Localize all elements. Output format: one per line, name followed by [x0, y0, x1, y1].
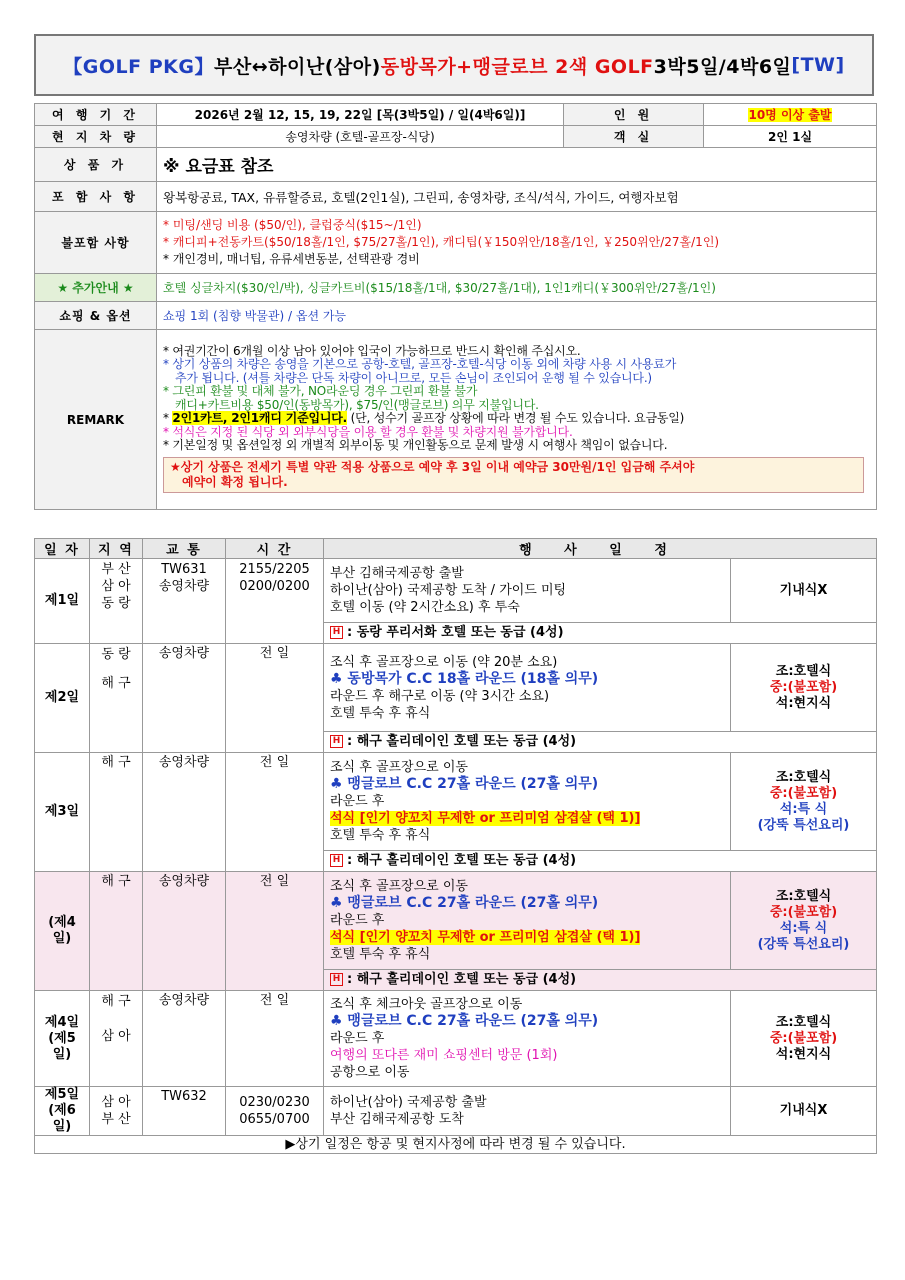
- day4-lunch: 중:(불포함): [769, 1030, 838, 1046]
- day1-label: 제1일: [35, 559, 90, 644]
- day3-meal: [731, 753, 877, 851]
- day2-lunch: 중:(불포함): [769, 679, 838, 695]
- day4opt-line-5: 호텔 투숙 후 휴식: [330, 947, 431, 962]
- day4-line-5: 공항으로 이동: [330, 1065, 410, 1080]
- day4-transport: 송영차량: [143, 991, 226, 1087]
- day5-line-2: 부산 김해국제공항 도착: [330, 1112, 464, 1127]
- people-cell: [704, 104, 877, 126]
- day4-shopping: 여행의 또다른 재미 쇼핑센터 방문 (1회): [330, 1048, 558, 1063]
- shop-value: 쇼핑 1회 (침향 박물관) / 옵션 가능: [157, 302, 877, 330]
- extra-value: 호텔 싱글차지($30/인/박), 싱글카트비($15/18홀/1대, $30/27홀/1대), 1인1캐디(￥300위안/27홀/1인): [157, 274, 877, 302]
- schedule-footer-note: ▶상기 일정은 항공 및 현지사정에 따라 변경 될 수 있습니다.: [35, 1136, 877, 1154]
- day1-time-1: 2155/2205: [239, 562, 310, 577]
- day3-breakfast: 조:호텔식: [775, 769, 832, 785]
- hotel-icon: H: [330, 735, 343, 748]
- header-time: 시 간: [226, 539, 324, 559]
- remark-line-2: * 상기 상품의 차량은 송영을 기본으로 공항-호텔, 골프장-호텔-식당 이동 외에 차량 사용 시 사용료가: [163, 357, 677, 371]
- day4-label-1: 제4일: [44, 1014, 80, 1030]
- day3-hotel-name: : 해구 홀리데이인 호텔 또는 동급 (4성): [347, 853, 577, 868]
- day4-line-3: 라운드 후: [330, 1031, 385, 1046]
- day3-itinerary: [324, 753, 731, 851]
- shop-label: 쇼핑 & 옵션: [35, 302, 157, 330]
- day4opt-hotel: [324, 970, 877, 991]
- remark-cell: [157, 330, 877, 510]
- day5-meal: 기내식X: [731, 1087, 877, 1136]
- remark-line-4-highlight: 2인1카트, 2인1캐디 기준입니다.: [172, 411, 348, 425]
- day3-lunch: 중:(불포함): [769, 785, 838, 801]
- info-table: [34, 103, 877, 510]
- day5-transport: TW632: [143, 1087, 226, 1136]
- day2-transport: 송영차량: [143, 644, 226, 753]
- people-label: 인 원: [564, 104, 704, 126]
- day4-meal: [731, 991, 877, 1087]
- remark-notice: [163, 457, 864, 493]
- day4opt-transport: 송영차량: [143, 872, 226, 991]
- day2-line-1: 조식 후 골프장으로 이동 (약 20분 소요): [330, 654, 558, 670]
- day4opt-itinerary: [324, 872, 731, 970]
- day1-line-3: 호텔 이동 (약 2시간소요) 후 투숙: [330, 600, 520, 615]
- day4opt-line-1: 조식 후 골프장으로 이동: [330, 879, 468, 894]
- day4-breakfast: 조:호텔식: [775, 1014, 832, 1030]
- day2-breakfast: 조:호텔식: [775, 663, 832, 679]
- period-label: 여 행 기 간: [35, 104, 157, 126]
- day2-time: 전 일: [226, 644, 324, 753]
- day3-line-5: 호텔 투숙 후 휴식: [330, 828, 431, 843]
- day2-label: 제2일: [35, 644, 90, 753]
- day5-label: [35, 1087, 90, 1136]
- header-itinerary: 행 사 일 정: [324, 539, 877, 559]
- day3-time: 전 일: [226, 753, 324, 872]
- title-duration: 3박5일/4박6일: [653, 55, 792, 78]
- day1-hotel-name: : 동랑 푸리서화 호텔 또는 동급 (4성): [347, 625, 564, 640]
- day2-golf: ♣ 동방목가 C.C 18홀 라운드 (18홀 의무): [330, 670, 599, 687]
- day2-meal: [731, 644, 877, 732]
- day4opt-hotel-name: : 해구 홀리데이인 호텔 또는 동급 (4성): [347, 972, 577, 987]
- day3-golf: ♣ 맹글로브 C.C 27홀 라운드 (27홀 의무): [330, 776, 599, 792]
- hotel-icon: H: [330, 854, 343, 867]
- hotel-icon: H: [330, 973, 343, 986]
- remark-line-3b: 캐디+카트비용 $50/인(동방목가), $75/인(맹글로브) 의무 지불입니다.: [175, 397, 539, 412]
- day4opt-dinner-note: (강뚝 특선요리): [757, 936, 850, 952]
- day5-region: [90, 1087, 143, 1136]
- day1-time-2: 0200/0200: [239, 579, 310, 594]
- day2-hotel-name: : 해구 홀리데이인 호텔 또는 동급 (4성): [347, 734, 577, 749]
- day4-region-1: 해 구: [101, 994, 131, 1009]
- include-value: 왕복항공료, TAX, 유류할증료, 호텔(2인1실), 그린피, 송영차량, 조식/석식, 가이드, 여행자보험: [157, 182, 877, 212]
- day2-dinner: 석:현지식: [775, 695, 832, 711]
- day3-label: 제3일: [35, 753, 90, 872]
- day4-dinner: 석:현지식: [775, 1046, 832, 1062]
- day4opt-golf: ♣ 맹글로브 C.C 27홀 라운드 (27홀 의무): [330, 895, 599, 911]
- day1-region-3: 동 랑: [101, 596, 131, 611]
- day5-region-2: 부 산: [101, 1112, 131, 1127]
- day3-transport: 송영차량: [143, 753, 226, 872]
- price-label: 상 품 가: [35, 148, 157, 182]
- day1-flight: TW631: [161, 562, 207, 577]
- day4opt-breakfast: 조:호텔식: [775, 888, 832, 904]
- day5-label-1: 제5일: [44, 1087, 80, 1102]
- title-airline: [TW]: [791, 54, 845, 76]
- day1-region-1: 부 산: [101, 562, 131, 577]
- exclude-cell: [157, 212, 877, 274]
- day4opt-region: 해 구: [90, 872, 143, 991]
- vehicle-value: 송영차량 (호텔-골프장-식당): [157, 126, 564, 148]
- day1-line-1: 부산 김해국제공항 출발: [330, 566, 464, 581]
- extra-label: ★ 추가안내 ★: [35, 274, 157, 302]
- day3-line-1: 조식 후 골프장으로 이동: [330, 760, 468, 775]
- header-date: 일 자: [35, 539, 90, 559]
- page-title: [34, 34, 874, 96]
- remark-label: REMARK: [35, 330, 157, 510]
- day5-itinerary: [324, 1087, 731, 1136]
- day4-time: 전 일: [226, 991, 324, 1087]
- vehicle-label: 현 지 차 량: [35, 126, 157, 148]
- day4opt-line-3: 라운드 후: [330, 913, 385, 928]
- room-label: 객 실: [564, 126, 704, 148]
- day5-region-1: 삼 아: [101, 1095, 131, 1110]
- day5-line-1: 하이난(삼아) 국제공항 출발: [330, 1095, 487, 1110]
- day5-time-1: 0230/0230: [239, 1095, 310, 1110]
- day4-region-2: 삼 아: [101, 1029, 131, 1044]
- day1-line-2: 하이난(삼아) 국제공항 도착 / 가이드 미팅: [330, 583, 567, 598]
- day4opt-label: (제4일): [35, 872, 90, 991]
- day4-line-1: 조식 후 체크아웃 골프장으로 이동: [330, 997, 523, 1012]
- day1-region: [90, 559, 143, 644]
- day4opt-dinner-special: 석식 [인기 양꼬치 무제한 or 프리미엄 삼겹살 (택 1)]: [330, 930, 641, 945]
- day4opt-time: 전 일: [226, 872, 324, 991]
- day3-region: 해 구: [90, 753, 143, 872]
- day1-vehicle: 송영차량: [158, 579, 210, 594]
- header-region: 지 역: [90, 539, 143, 559]
- day2-itinerary: [324, 644, 731, 732]
- remark-line-4-rest: (단, 성수기 골프장 상황에 따라 변경 될 수도 있습니다. 요금동일): [347, 411, 685, 425]
- day4-label: [35, 991, 90, 1087]
- day4opt-dinner: 석:특 식: [779, 920, 828, 936]
- day1-hotel: [324, 623, 877, 644]
- exclude-line-1: * 미팅/샌딩 비용 ($50/인), 클럽중식($15~/1인): [163, 218, 422, 232]
- day2-region-1: 동 랑: [101, 647, 131, 662]
- day2-line-4: 호텔 투숙 후 휴식: [330, 705, 431, 721]
- day1-region-2: 삼 아: [101, 579, 131, 594]
- remark-line-1: * 여권기간이 6개월 이상 남아 있어야 입국이 가능하므로 반드시 확인해 주십시오.: [163, 343, 581, 358]
- exclude-line-3: * 개인경비, 매너팁, 유류세변동분, 선택관광 경비: [163, 252, 420, 266]
- day4-itinerary: [324, 991, 731, 1087]
- day2-line-3: 라운드 후 해구로 이동 (약 3시간 소요): [330, 688, 550, 704]
- day4-label-2: (제5일): [48, 1030, 76, 1062]
- day4-region: [90, 991, 143, 1087]
- period-value: 2026년 2월 12, 15, 19, 22일 [목(3박5일) / 일(4박6일)]: [157, 104, 564, 126]
- include-label: 포 함 사 항: [35, 182, 157, 212]
- day3-dinner-special: 석식 [인기 양꼬치 무제한 or 프리미엄 삼겹살 (택 1)]: [330, 811, 641, 826]
- title-route: 부산↔하이난(삼아): [214, 55, 381, 78]
- remark-line-6: * 기본일정 및 옵션일정 외 개별적 외부이동 및 개인활동으로 문제 발생 시 여행사 책임이 없습니다.: [163, 438, 668, 452]
- day1-itinerary: [324, 559, 731, 623]
- day5-time: [226, 1087, 324, 1136]
- day1-transport: [143, 559, 226, 644]
- remark-line-2b: 추가 됩니다. (셔틀 차량은 단독 차량이 아니므로, 모든 손님이 조인되어 운행 될 수 있습니다.): [175, 370, 652, 385]
- title-tag: 【GOLF PKG】: [63, 55, 214, 78]
- day3-dinner: 석:특 식: [779, 801, 828, 817]
- day3-hotel: [324, 851, 877, 872]
- day2-region-2: 해 구: [101, 676, 131, 691]
- day4opt-meal: [731, 872, 877, 970]
- title-golf: 동방목가+맹글로브 2색 GOLF: [380, 55, 654, 78]
- hotel-icon: H: [330, 626, 343, 639]
- day2-hotel: [324, 732, 877, 753]
- header-transport: 교 통: [143, 539, 226, 559]
- day5-label-2: (제6일): [48, 1103, 76, 1134]
- day1-time: [226, 559, 324, 644]
- day1-meal: 기내식X: [731, 559, 877, 623]
- people-value: 10명 이상 출발: [748, 108, 832, 122]
- exclude-label: 불포함 사항: [35, 212, 157, 274]
- day2-region: [90, 644, 143, 753]
- remark-line-4: * 2인1카트, 2인1캐디 기준입니다. (단, 성수기 골프장 상황에 따라 변경 될 수도 있습니다. 요금동일): [163, 411, 685, 425]
- schedule-table: [34, 538, 877, 1154]
- day3-line-3: 라운드 후: [330, 794, 385, 809]
- remark-notice-line-2: 예약이 확정 됩니다.: [182, 474, 288, 489]
- day4opt-lunch: 중:(불포함): [769, 904, 838, 920]
- exclude-line-2: * 캐디피+전동카트($50/18홀/1인, $75/27홀/1인), 캐디팁(￥150위안/18홀/1인, ￥250위안/27홀/1인): [163, 235, 720, 249]
- day4-golf: ♣ 맹글로브 C.C 27홀 라운드 (27홀 의무): [330, 1013, 599, 1029]
- room-value: 2인 1실: [704, 126, 877, 148]
- remark-line-5: * 석식은 지정 된 식당 외 외부식당을 이용 할 경우 환불 및 차량지원 불가합니다.: [163, 424, 573, 439]
- day5-time-2: 0655/0700: [239, 1112, 310, 1127]
- price-value: ※ 요금표 참조: [157, 148, 877, 182]
- day3-dinner-note: (강뚝 특선요리): [757, 817, 850, 833]
- remark-notice-line-1: ★상기 상품은 전세기 특별 약관 적용 상품으로 예약 후 3일 이내 예약금 30만원/1인 입금해 주셔야: [170, 459, 695, 474]
- remark-line-3: * 그린피 환불 및 대체 불가, NO라운딩 경우 그린피 환불 불가: [163, 384, 478, 398]
